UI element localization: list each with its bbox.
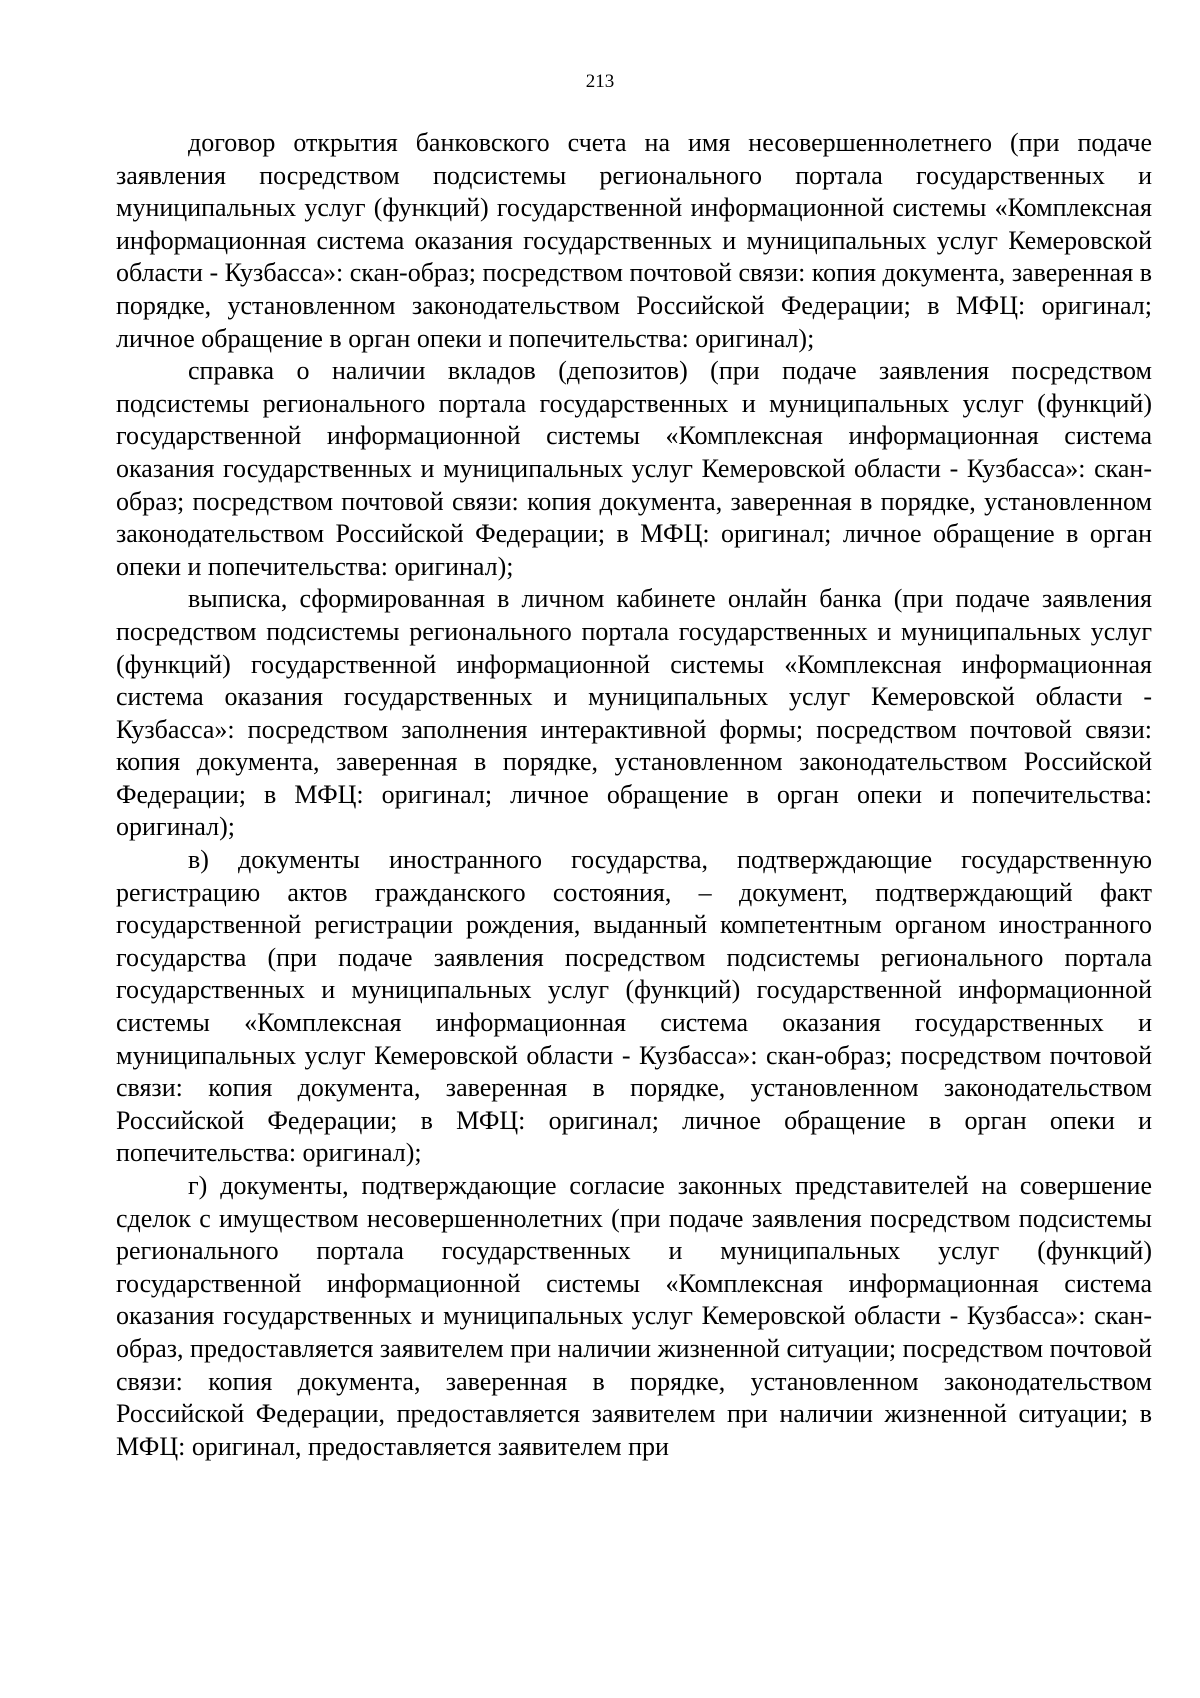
paragraph-deposit-certificate: справка о наличии вкладов (депозитов) (при подаче заявления посредством подсистемы регионального портала государственных и муниципальных услуг (функций) государственной информационной системы «Комплексная информационная система оказания государственных и муниципальных услуг Кемеровской области - Кузбасса»: скан-образ; посредством почтовой связи: копия документа, заверенная в порядке, установленном законодательством Российской Федерации; в МФЦ: оригинал; личное обращение в орган опеки и попечительства: оригинал);: [116, 356, 1152, 581]
document-body: [116, 127, 1152, 1463]
paragraph-guardian-consent-documents: г) документы, подтверждающие согласие законных представителей на совершение сделок с имуществом несовершеннолетних (при подаче заявления посредством подсистемы регионального портала государственных и муниципальных услуг (функций) государственной информационной системы «Комплексная информационная система оказания государственных и муниципальных услуг Кемеровской области - Кузбасса»: скан-образ, предоставляется заявителем при наличии жизненной ситуации; посредством почтовой связи: копия документа, заверенная в порядке, установленном законодательством Российской Федерации, предоставляется заявителем при наличии жизненной ситуации; в МФЦ: оригинал, предоставляется заявителем при: [116, 1171, 1152, 1461]
page-number: 213: [585, 71, 615, 92]
paragraph-online-bank-statement: выписка, сформированная в личном кабинете онлайн банка (при подаче заявления посредством подсистемы регионального портала государственных и муниципальных услуг (функций) государственной информационной системы «Комплексная информационная система оказания государственных и муниципальных услуг Кемеровской области - Кузбасса»: посредством заполнения интерактивной формы; посредством почтовой связи: копия документа, заверенная в порядке, установленном законодательством Российской Федерации; в МФЦ: оригинал; личное обращение в орган опеки и попечительства: оригинал);: [116, 584, 1152, 842]
paragraph-foreign-state-documents: в) документы иностранного государства, подтверждающие государственную регистрацию актов гражданского состояния, – документ, подтверждающий факт государственной регистрации рождения, выданный компетентным органом иностранного государства (при подаче заявления посредством подсистемы регионального портала государственных и муниципальных услуг (функций) государственной информационной системы «Комплексная информационная система оказания государственных и муниципальных услуг Кемеровской области - Кузбасса»: скан-образ; посредством почтовой связи: копия документа, заверенная в порядке, установленном законодательством Российской Федерации; в МФЦ: оригинал; личное обращение в орган опеки и попечительства: оригинал);: [116, 845, 1152, 1168]
paragraph-bank-account-agreement: договор открытия банковского счета на имя несовершеннолетнего (при подаче заявления посредством подсистемы регионального портала государственных и муниципальных услуг (функций) государственной информационной системы «Комплексная информационная система оказания государственных и муниципальных услуг Кемеровской области - Кузбасса»: скан-образ; посредством почтовой связи: копия документа, заверенная в порядке, установленном законодательством Российской Федерации; в МФЦ: оригинал; личное обращение в орган опеки и попечительства: оригинал);: [116, 128, 1152, 353]
